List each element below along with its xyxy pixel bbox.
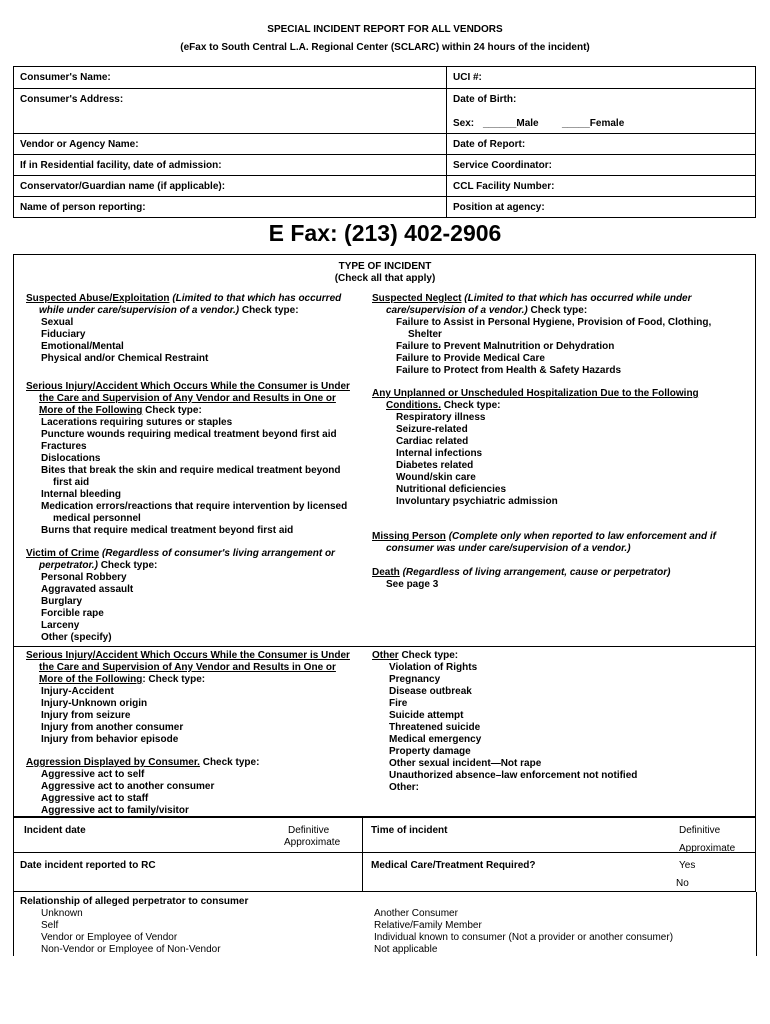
death-section: Death (Regardless of living arrangement, cause or perpetrator) xyxy=(372,567,671,578)
check-item[interactable]: Puncture wounds requiring medical treatment beyond first aid xyxy=(41,429,337,440)
conservator-label: Conservator/Guardian name (if applicable): xyxy=(20,181,226,192)
check-item[interactable]: Fire xyxy=(389,698,408,709)
check-item[interactable]: Involuntary psychiatric admission xyxy=(396,496,558,507)
aggression-section: Aggression Displayed by Consumer. Check type: xyxy=(26,757,260,768)
dob-label: Date of Birth: xyxy=(453,94,517,105)
check-item[interactable]: Disease outbreak xyxy=(389,686,472,697)
relationship-label: Relationship of alleged perpetrator to consumer xyxy=(20,896,249,907)
check-item[interactable]: Forcible rape xyxy=(41,608,104,619)
check-item[interactable]: Physical and/or Chemical Restraint xyxy=(41,353,209,364)
see-page-note: See page 3 xyxy=(386,579,439,590)
ccl-facility-label: CCL Facility Number: xyxy=(453,181,555,192)
service-coordinator-label: Service Coordinator: xyxy=(453,160,552,171)
check-all-note: (Check all that apply) xyxy=(334,273,436,284)
check-item[interactable]: Seizure-related xyxy=(396,424,468,435)
relationship-option[interactable]: Self xyxy=(41,920,59,931)
other-heading[interactable]: Other xyxy=(372,650,399,661)
check-item[interactable]: Injury from seizure xyxy=(41,710,131,721)
consumer-address-label: Consumer's Address: xyxy=(20,94,124,105)
position-label: Position at agency: xyxy=(453,202,545,213)
serious-injury-2-heading[interactable]: Serious Injury/Accident Which Occurs While the Consumer is Under xyxy=(26,650,350,661)
relationship-option[interactable]: Unknown xyxy=(41,908,83,919)
neglect-heading[interactable]: Suspected Neglect xyxy=(372,293,462,304)
form-subtitle: (eFax to South Central L.A. Regional Center (SCLARC) within 24 hours of the incident) xyxy=(180,42,590,53)
incident-date-label: Incident date xyxy=(24,825,86,836)
check-item[interactable]: Nutritional deficiencies xyxy=(396,484,507,495)
check-item[interactable]: Internal bleeding xyxy=(41,489,122,500)
check-item[interactable]: Unauthorized absence–law enforcement not notified xyxy=(389,770,638,781)
check-item[interactable]: Failure to Assist in Personal Hygiene, Provision of Food, Clothing, xyxy=(396,317,712,328)
date-reported-label: Date incident reported to RC xyxy=(20,860,156,871)
missing-person-heading[interactable]: Missing Person xyxy=(372,531,446,542)
person-reporting-label: Name of person reporting: xyxy=(20,202,146,213)
sex-label: Sex: xyxy=(453,118,475,129)
check-item[interactable]: Property damage xyxy=(389,746,471,757)
check-item[interactable]: Threatened suicide xyxy=(389,722,481,733)
check-item[interactable]: Burns that require medical treatment beyond first aid xyxy=(41,525,294,536)
check-item[interactable]: Failure to Prevent Malnutrition or Dehydration xyxy=(396,341,615,352)
serious-injury-items xyxy=(41,417,347,537)
check-item[interactable]: Injury-Accident xyxy=(41,686,114,697)
check-item-cont: Shelter xyxy=(408,329,442,340)
check-item[interactable]: Suicide attempt xyxy=(389,710,464,721)
check-item[interactable]: Injury from another consumer xyxy=(41,722,184,733)
abuse-heading[interactable]: Suspected Abuse/Exploitation xyxy=(26,293,170,304)
check-item[interactable]: Pregnancy xyxy=(389,674,441,685)
aggression-heading[interactable]: Aggression Displayed by Consumer. xyxy=(26,757,200,768)
other-items xyxy=(389,662,637,794)
check-item[interactable]: Diabetes related xyxy=(396,460,474,471)
residential-admission-label: If in Residential facility, date of admission: xyxy=(20,160,222,171)
relationship-option[interactable]: Non-Vendor or Employee of Non-Vendor xyxy=(41,944,221,955)
hospitalization-heading[interactable]: Any Unplanned or Unscheduled Hospitalization Due to the Following xyxy=(372,388,699,399)
incident-date-definitive[interactable]: Definitive xyxy=(288,825,330,836)
serious-injury-heading[interactable]: Serious Injury/Accident Which Occurs While the Consumer is Under xyxy=(26,381,350,392)
check-item[interactable]: Dislocations xyxy=(41,453,101,464)
check-item[interactable]: Aggressive act to family/visitor xyxy=(41,805,189,816)
neglect-items xyxy=(396,317,711,377)
relationship-options-right xyxy=(374,908,673,956)
abuse-items xyxy=(41,317,208,365)
efax-number: E Fax: (213) 402-2906 xyxy=(268,220,502,246)
check-item[interactable]: Violation of Rights xyxy=(389,662,478,673)
time-definitive[interactable]: Definitive xyxy=(679,825,721,836)
check-item[interactable]: Other (specify) xyxy=(41,632,112,643)
check-item-cont: medical personnel xyxy=(53,513,141,524)
check-item[interactable]: Medical emergency xyxy=(389,734,482,745)
check-item[interactable]: Burglary xyxy=(41,596,83,607)
crime-heading[interactable]: Victim of Crime xyxy=(26,548,100,559)
serious-injury-2-items xyxy=(41,686,183,746)
form-title: SPECIAL INCIDENT REPORT FOR ALL VENDORS xyxy=(267,24,503,35)
hospitalization-items xyxy=(396,412,558,508)
incident-date-approximate[interactable]: Approximate xyxy=(284,837,341,848)
male-option[interactable]: ______Male xyxy=(483,118,539,129)
missing-person-section: Missing Person (Complete only when reported to law enforcement and if xyxy=(372,531,716,542)
check-item[interactable]: Injury-Unknown origin xyxy=(41,698,148,709)
relationship-option[interactable]: Not applicable xyxy=(374,944,438,955)
check-item[interactable]: Respiratory illness xyxy=(396,412,486,423)
relationship-option[interactable]: Another Consumer xyxy=(374,908,458,919)
check-item[interactable]: Cardiac related xyxy=(396,436,469,447)
medical-care-label: Medical Care/Treatment Required? xyxy=(371,860,536,871)
uci-label: UCI #: xyxy=(453,72,482,83)
consumer-name-label: Consumer's Name: xyxy=(20,72,111,83)
crime-items xyxy=(41,572,133,644)
death-heading[interactable]: Death xyxy=(372,567,400,578)
check-item[interactable]: Fractures xyxy=(41,441,87,452)
check-item[interactable]: Larceny xyxy=(41,620,80,631)
serious-injury-2-section: Serious Injury/Accident Which Occurs While the Consumer is Under the Care and Supervision of Any Vendor and Results in One or More of the Following: Check type: xyxy=(26,650,350,685)
medical-no[interactable]: No xyxy=(676,878,689,889)
type-of-incident-title: TYPE OF INCIDENT xyxy=(338,261,432,272)
aggression-items xyxy=(41,769,214,817)
check-item[interactable]: Emotional/Mental xyxy=(41,341,124,352)
check-item[interactable]: Failure to Provide Medical Care xyxy=(396,353,545,364)
vendor-name-label: Vendor or Agency Name: xyxy=(20,139,139,150)
check-item[interactable]: Injury from behavior episode xyxy=(41,734,179,745)
check-item[interactable]: Internal infections xyxy=(396,448,483,459)
check-item[interactable]: Bites that break the skin and require medical treatment beyond xyxy=(41,465,341,476)
relationship-option[interactable]: Relative/Family Member xyxy=(374,920,482,931)
neglect-section: Suspected Neglect (Limited to that which has occurred while under xyxy=(372,293,692,304)
abuse-section: Suspected Abuse/Exploitation (Limited to that which has occurred xyxy=(26,293,342,304)
check-item[interactable]: Personal Robbery xyxy=(41,572,127,583)
check-item[interactable]: Failure to Protect from Health & Safety Hazards xyxy=(396,365,622,376)
relationship-option[interactable]: Vendor or Employee of Vendor xyxy=(41,932,178,943)
date-of-report-label: Date of Report: xyxy=(453,139,526,150)
check-item[interactable]: Wound/skin care xyxy=(396,472,476,483)
check-item[interactable]: Fiduciary xyxy=(41,329,86,340)
check-item[interactable]: Lacerations requiring sutures or staples xyxy=(41,417,233,428)
check-item-cont: first aid xyxy=(53,477,90,488)
relationship-option[interactable]: Individual known to consumer (Not a provider or another consumer) xyxy=(374,932,674,943)
check-item[interactable]: Medication errors/reactions that require intervention by licensed xyxy=(41,501,348,512)
check-item[interactable]: Other: xyxy=(389,782,419,793)
check-item[interactable]: Aggravated assault xyxy=(41,584,134,595)
relationship-options-left xyxy=(41,908,221,956)
other-section: Other Check type: xyxy=(372,650,459,661)
hospitalization-section: Any Unplanned or Unscheduled Hospitalization Due to the Following Conditions. Check type: xyxy=(372,388,699,411)
check-item[interactable]: Aggressive act to staff xyxy=(41,793,149,804)
check-item[interactable]: Other sexual incident—Not rape xyxy=(389,758,542,769)
time-of-incident-label: Time of incident xyxy=(371,825,448,836)
crime-section: Victim of Crime (Regardless of consumer's living arrangement or xyxy=(26,548,335,559)
check-item[interactable]: Aggressive act to another consumer xyxy=(41,781,215,792)
time-approximate[interactable]: Approximate xyxy=(679,843,736,854)
female-option[interactable]: _____Female xyxy=(562,118,625,129)
check-item[interactable]: Aggressive act to self xyxy=(41,769,145,780)
serious-injury-section: Serious Injury/Accident Which Occurs While the Consumer is Under the Care and Supervision of Any Vendor and Results in One or More of the Following Check type: xyxy=(26,381,350,416)
medical-yes[interactable]: Yes xyxy=(679,860,696,871)
check-item[interactable]: Sexual xyxy=(41,317,74,328)
